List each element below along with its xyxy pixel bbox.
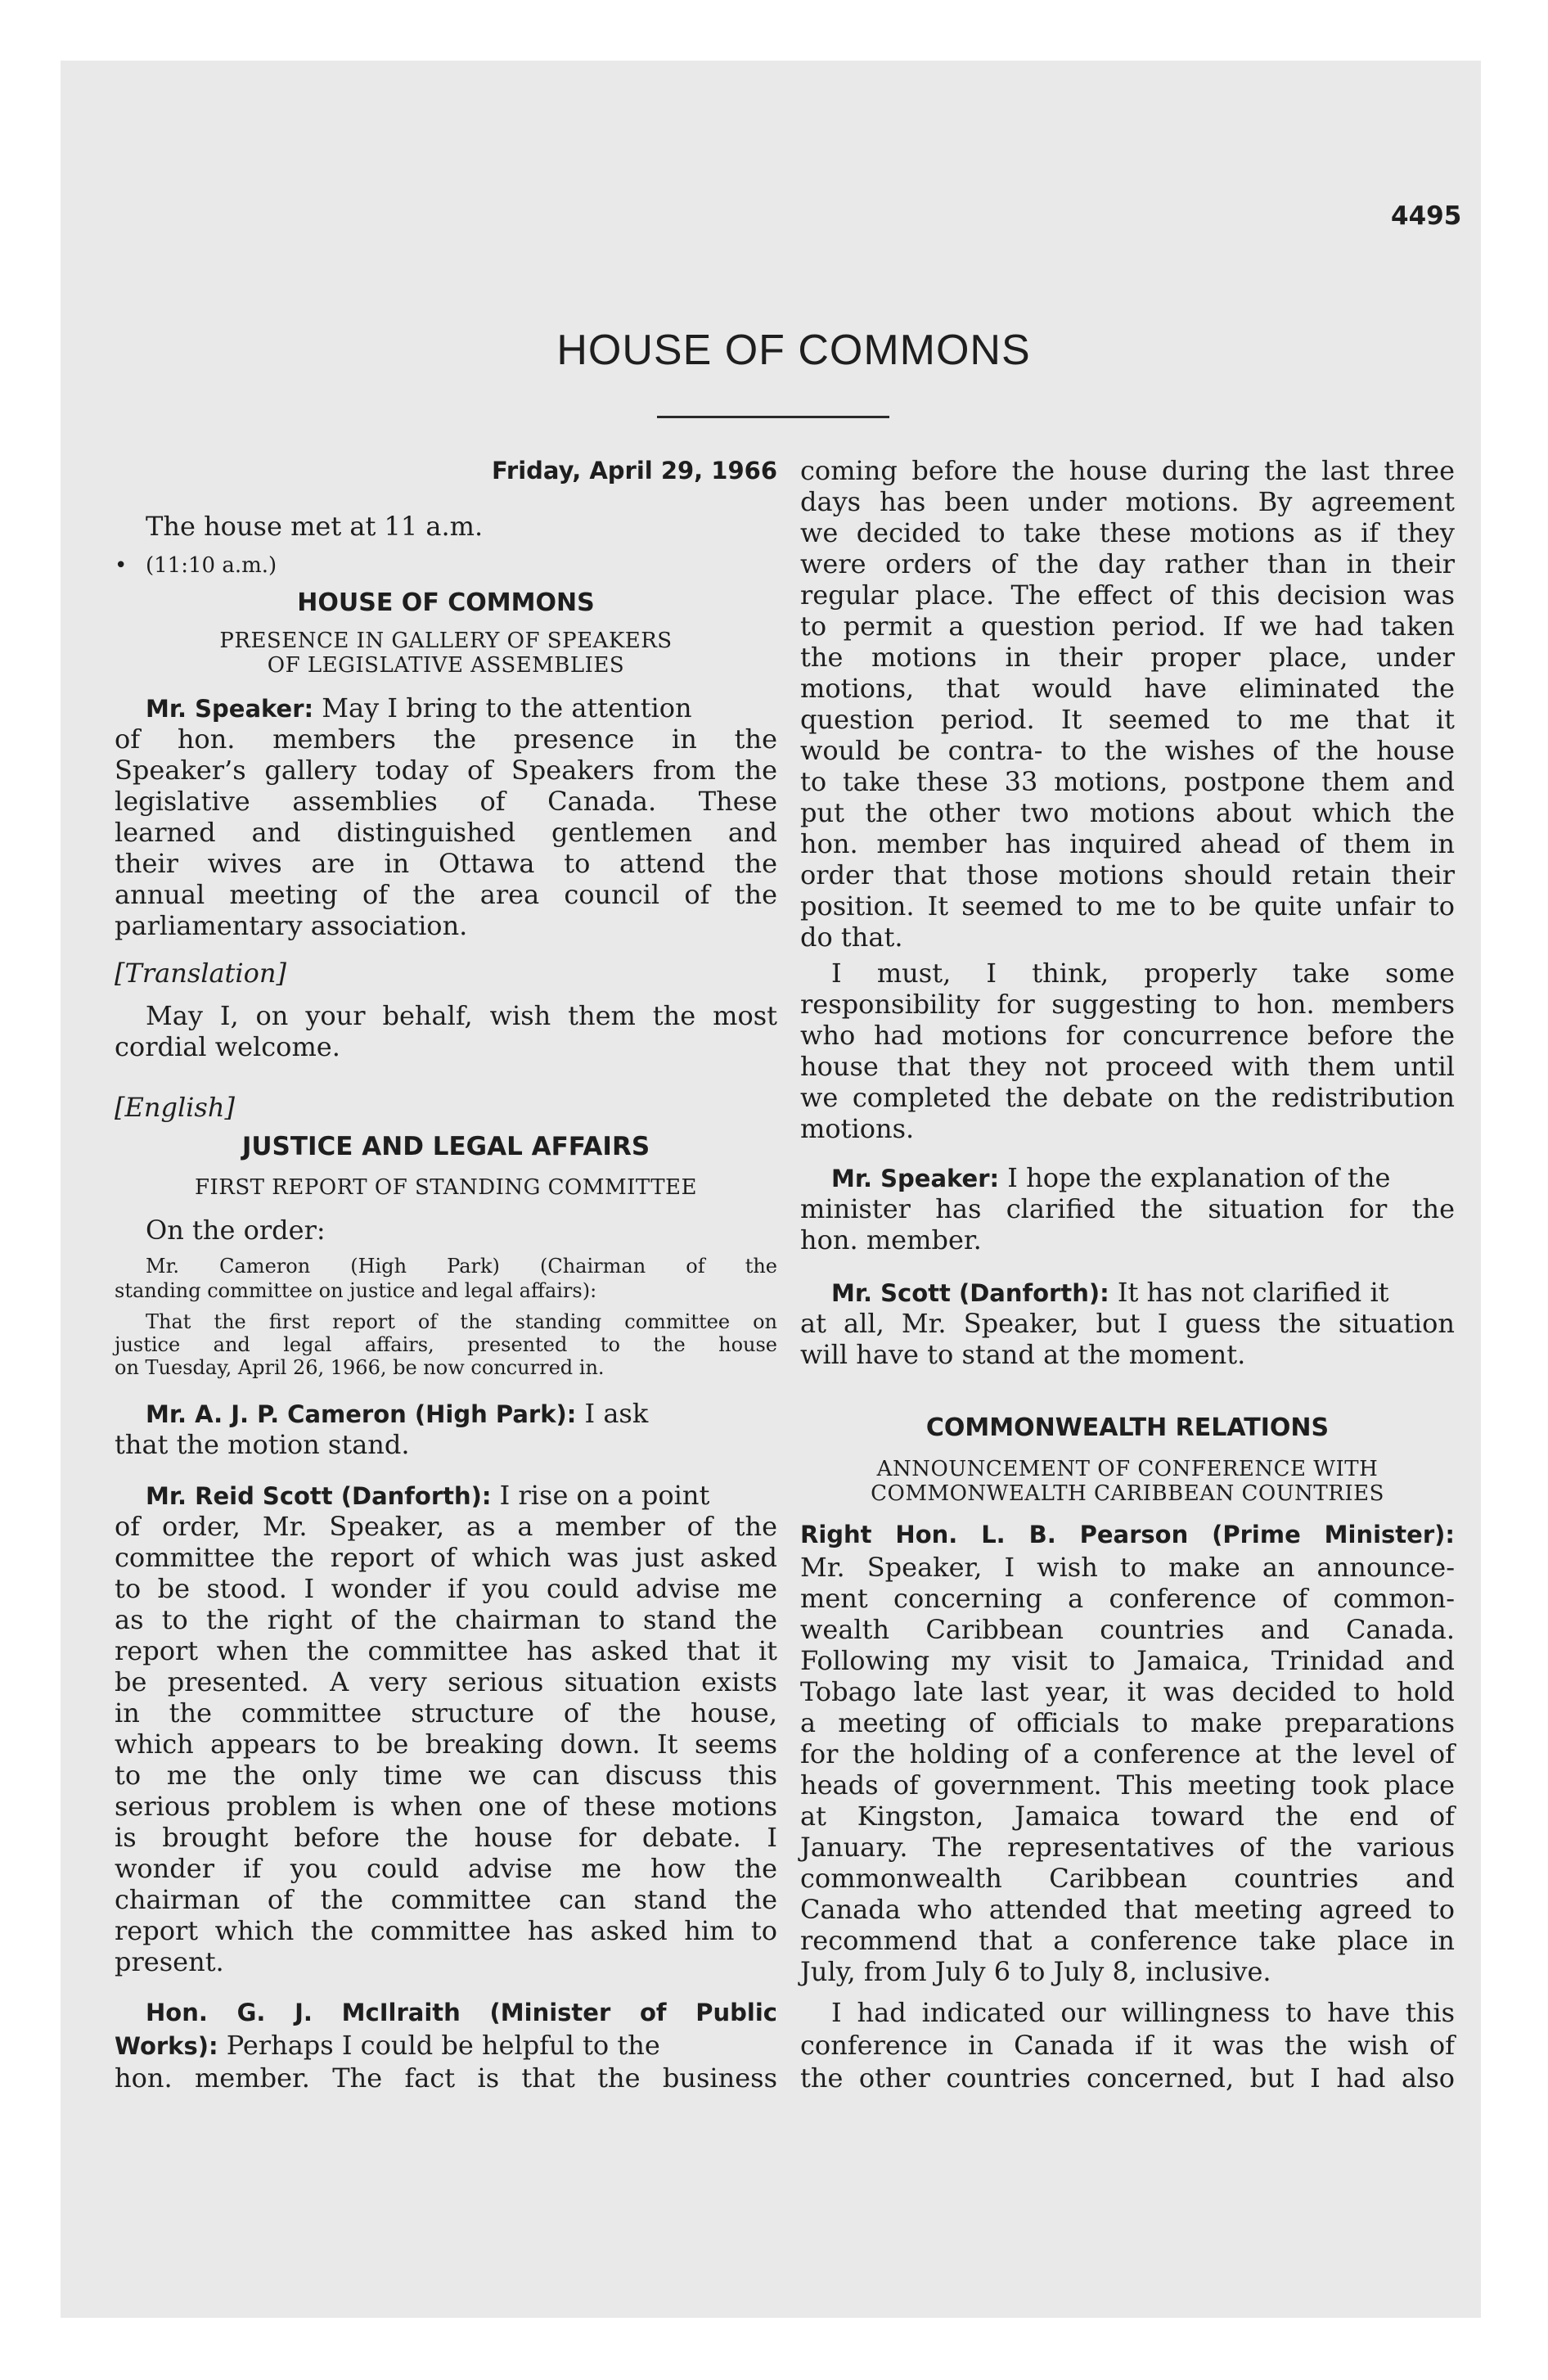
- pearson-line: at Kingston, Jamaica toward the end of: [800, 1801, 1455, 1832]
- scott-line: is brought before the house for debate. I: [115, 1822, 777, 1853]
- time-stamp: (11:10 a.m.): [146, 553, 277, 578]
- mcilraith-name-cont: Works):: [115, 2032, 218, 2060]
- speaker-paragraph-first-line: [146, 692, 692, 724]
- speaker-line: Speaker’s gallery today of Speakers from the: [115, 755, 777, 786]
- pearson-line: wealth Caribbean countries and Canada.: [800, 1614, 1455, 1645]
- mcilraith-paragraph-second-line: [115, 2030, 660, 2062]
- scott-paragraph-first-line: [146, 1480, 709, 1512]
- title-rule: [657, 416, 889, 418]
- speaker-name: Mr. Speaker:: [146, 695, 314, 723]
- scott-line: report which the committee has asked him to: [115, 1915, 777, 1946]
- mcilraith-first-text: Perhaps I could be helpful to the: [226, 2030, 660, 2061]
- cont-line: do that.: [800, 922, 903, 953]
- motion-mover-line: Mr. Cameron (High Park) (Chairman of the: [146, 1255, 777, 1278]
- english-marker: [English]: [115, 1092, 235, 1123]
- pearson-line: Tobago late last year, it was decided to hold: [800, 1676, 1455, 1707]
- behalf-line: cordial welcome.: [115, 1031, 340, 1062]
- must-line: who had motions for concurrence before the: [800, 1020, 1455, 1051]
- pearson-line: for the holding of a conference at the level of: [800, 1738, 1455, 1769]
- pearson-line: Mr. Speaker, I wish to make an announce-: [800, 1552, 1455, 1583]
- scott2-name: Mr. Scott (Danforth):: [831, 1279, 1109, 1307]
- pearson-line: commonwealth Caribbean countries and: [800, 1863, 1455, 1894]
- pearson-line: Following my visit to Jamaica, Trinidad and: [800, 1645, 1455, 1676]
- motion-text-line: justice and legal affairs, presented to the house: [115, 1333, 777, 1356]
- motion-mover-line: standing committee on justice and legal affairs):: [115, 1279, 597, 1302]
- mcilraith-name-line: Hon. G. J. McIlraith (Minister of Public: [146, 1999, 777, 2026]
- pearson-line: heads of government. This meeting took place: [800, 1769, 1455, 1801]
- scott-line: to me the only time we can discuss this: [115, 1760, 777, 1791]
- scott-line: of order, Mr. Speaker, as a member of the: [115, 1511, 777, 1542]
- cont-line: regular place. The effect of this decision was: [800, 579, 1455, 611]
- cont-line: question period. It seemed to me that it: [800, 704, 1455, 735]
- page-number: 4495: [1391, 201, 1462, 231]
- pearson-line: Canada who attended that meeting agreed to: [800, 1894, 1455, 1925]
- scott-line: committee the report of which was just asked: [115, 1542, 777, 1573]
- must-line: we completed the debate on the redistribution: [800, 1082, 1455, 1113]
- motion-text-line: That the first report of the standing committee on: [146, 1310, 777, 1333]
- bullet-mark: •: [115, 553, 128, 578]
- cont-line: were orders of the day rather than in their: [800, 548, 1455, 579]
- must-line: responsibility for suggesting to hon. members: [800, 989, 1455, 1020]
- subheading-gallery-line-1: PRESENCE IN GALLERY OF SPEAKERS: [219, 629, 673, 653]
- cont-line: the motions in their proper place, under: [800, 642, 1455, 673]
- speaker2-paragraph-first-line: [831, 1162, 1390, 1194]
- scott-line: chairman of the committee can stand the: [115, 1884, 777, 1915]
- scott-line: to be stood. I wonder if you could advise me: [115, 1573, 777, 1604]
- cont-line: days has been under motions. By agreement: [800, 486, 1455, 517]
- cont-line: put the other two motions about which the: [800, 797, 1455, 828]
- scott-line: wonder if you could advise me how the: [115, 1853, 777, 1884]
- speaker-line: annual meeting of the area council of the: [115, 879, 777, 910]
- scott2-line: at all, Mr. Speaker, but I guess the situation: [800, 1308, 1455, 1339]
- pearson-line: ment concerning a conference of common-: [800, 1583, 1455, 1614]
- page-title: HOUSE OF COMMONS: [556, 327, 1031, 374]
- subheading-first-report: FIRST REPORT OF STANDING COMMITTEE: [194, 1175, 698, 1200]
- behalf-line: May I, on your behalf, wish them the most: [146, 1000, 777, 1031]
- subheading-announcement-line-2: COMMONWEALTH CARIBBEAN COUNTRIES: [871, 1481, 1384, 1506]
- speaker-line: legislative assemblies of Canada. These: [115, 786, 777, 817]
- cont-line: to permit a question period. If we had taken: [800, 611, 1455, 642]
- speaker2-line: minister has clarified the situation for the: [800, 1193, 1455, 1224]
- section-heading-justice: JUSTICE AND LEGAL AFFAIRS: [241, 1132, 650, 1161]
- cameron-line: that the motion stand.: [115, 1429, 410, 1460]
- scott2-line: will have to stand at the moment.: [800, 1339, 1246, 1370]
- pearson-name: Right Hon. L. B. Pearson (Prime Minister):: [800, 1521, 1455, 1548]
- scott-line: be presented. A very serious situation exists: [115, 1666, 777, 1697]
- indicated-line: conference in Canada if it was the wish of: [800, 2030, 1455, 2061]
- must-line: house that they not proceed with them until: [800, 1051, 1455, 1082]
- scott-line: serious problem is when one of these motions: [115, 1791, 777, 1822]
- mcilraith-line: hon. member. The fact is that the business: [115, 2062, 777, 2094]
- cont-line: to take these 33 motions, postpone them and: [800, 766, 1455, 797]
- cont-line: order that those motions should retain their: [800, 859, 1455, 890]
- cont-line: coming before the house during the last three: [800, 455, 1455, 486]
- indicated-line: I had indicated our willingness to have this: [831, 1997, 1455, 2028]
- must-line: I must, I think, properly take some: [831, 958, 1455, 989]
- must-line: motions.: [800, 1113, 915, 1144]
- cont-line: would be contra- to the wishes of the house: [800, 735, 1455, 766]
- scott-line: report when the committee has asked that it: [115, 1635, 777, 1666]
- speaker2-line: hon. member.: [800, 1224, 982, 1255]
- scott2-paragraph-first-line: [831, 1277, 1389, 1309]
- pearson-line: a meeting of officials to make preparations: [800, 1707, 1455, 1738]
- scott-line: which appears to be breaking down. It seems: [115, 1729, 777, 1760]
- cameron-first-text: I ask: [584, 1398, 649, 1429]
- translation-marker: [Translation]: [115, 958, 286, 989]
- pearson-line: January. The representatives of the various: [800, 1832, 1455, 1863]
- speaker2-first-text: I hope the explanation of the: [1007, 1162, 1391, 1193]
- cont-line: motions, that would have eliminated the: [800, 673, 1455, 704]
- scott-name: Mr. Reid Scott (Danforth):: [146, 1482, 492, 1510]
- on-the-order: On the order:: [146, 1215, 326, 1246]
- section-heading-house-of-commons: HOUSE OF COMMONS: [297, 588, 595, 617]
- scott-line: present.: [115, 1946, 224, 1977]
- scott-line: in the committee structure of the house,: [115, 1697, 777, 1729]
- cont-line: we decided to take these motions as if they: [800, 517, 1455, 548]
- cameron-paragraph-first-line: [146, 1398, 648, 1430]
- subheading-announcement-line-1: ANNOUNCEMENT OF CONFERENCE WITH: [876, 1457, 1379, 1481]
- scott-line: as to the right of the chairman to stand the: [115, 1604, 777, 1635]
- speaker-line: of hon. members the presence in the: [115, 723, 777, 755]
- cameron-name: Mr. A. J. P. Cameron (High Park):: [146, 1400, 577, 1428]
- cont-line: hon. member has inquired ahead of them in: [800, 828, 1455, 859]
- speaker-first-text: May I bring to the attention: [322, 692, 692, 723]
- speaker2-name: Mr. Speaker:: [831, 1165, 1000, 1192]
- section-heading-commonwealth: COMMONWEALTH RELATIONS: [925, 1413, 1330, 1442]
- pearson-line: July, from July 6 to July 8, inclusive.: [800, 1956, 1271, 1987]
- pearson-line: recommend that a conference take place in: [800, 1925, 1455, 1956]
- indicated-line: the other countries concerned, but I had also: [800, 2062, 1455, 2094]
- cont-line: position. It seemed to me to be quite unfair to: [800, 890, 1455, 922]
- house-met-line: The house met at 11 a.m.: [146, 511, 484, 542]
- speaker-line: parliamentary association.: [115, 910, 468, 941]
- scott2-first-text: It has not clarified it: [1117, 1277, 1389, 1308]
- scott-first-text: I rise on a point: [499, 1480, 710, 1511]
- subheading-gallery-line-2: OF LEGISLATIVE ASSEMBLIES: [267, 653, 625, 678]
- speaker-line: learned and distinguished gentlemen and: [115, 817, 777, 848]
- sitting-date: Friday, April 29, 1966: [491, 457, 777, 485]
- speaker-line: their wives are in Ottawa to attend the: [115, 848, 777, 879]
- motion-text-line: on Tuesday, April 26, 1966, be now concurred in.: [115, 1356, 605, 1379]
